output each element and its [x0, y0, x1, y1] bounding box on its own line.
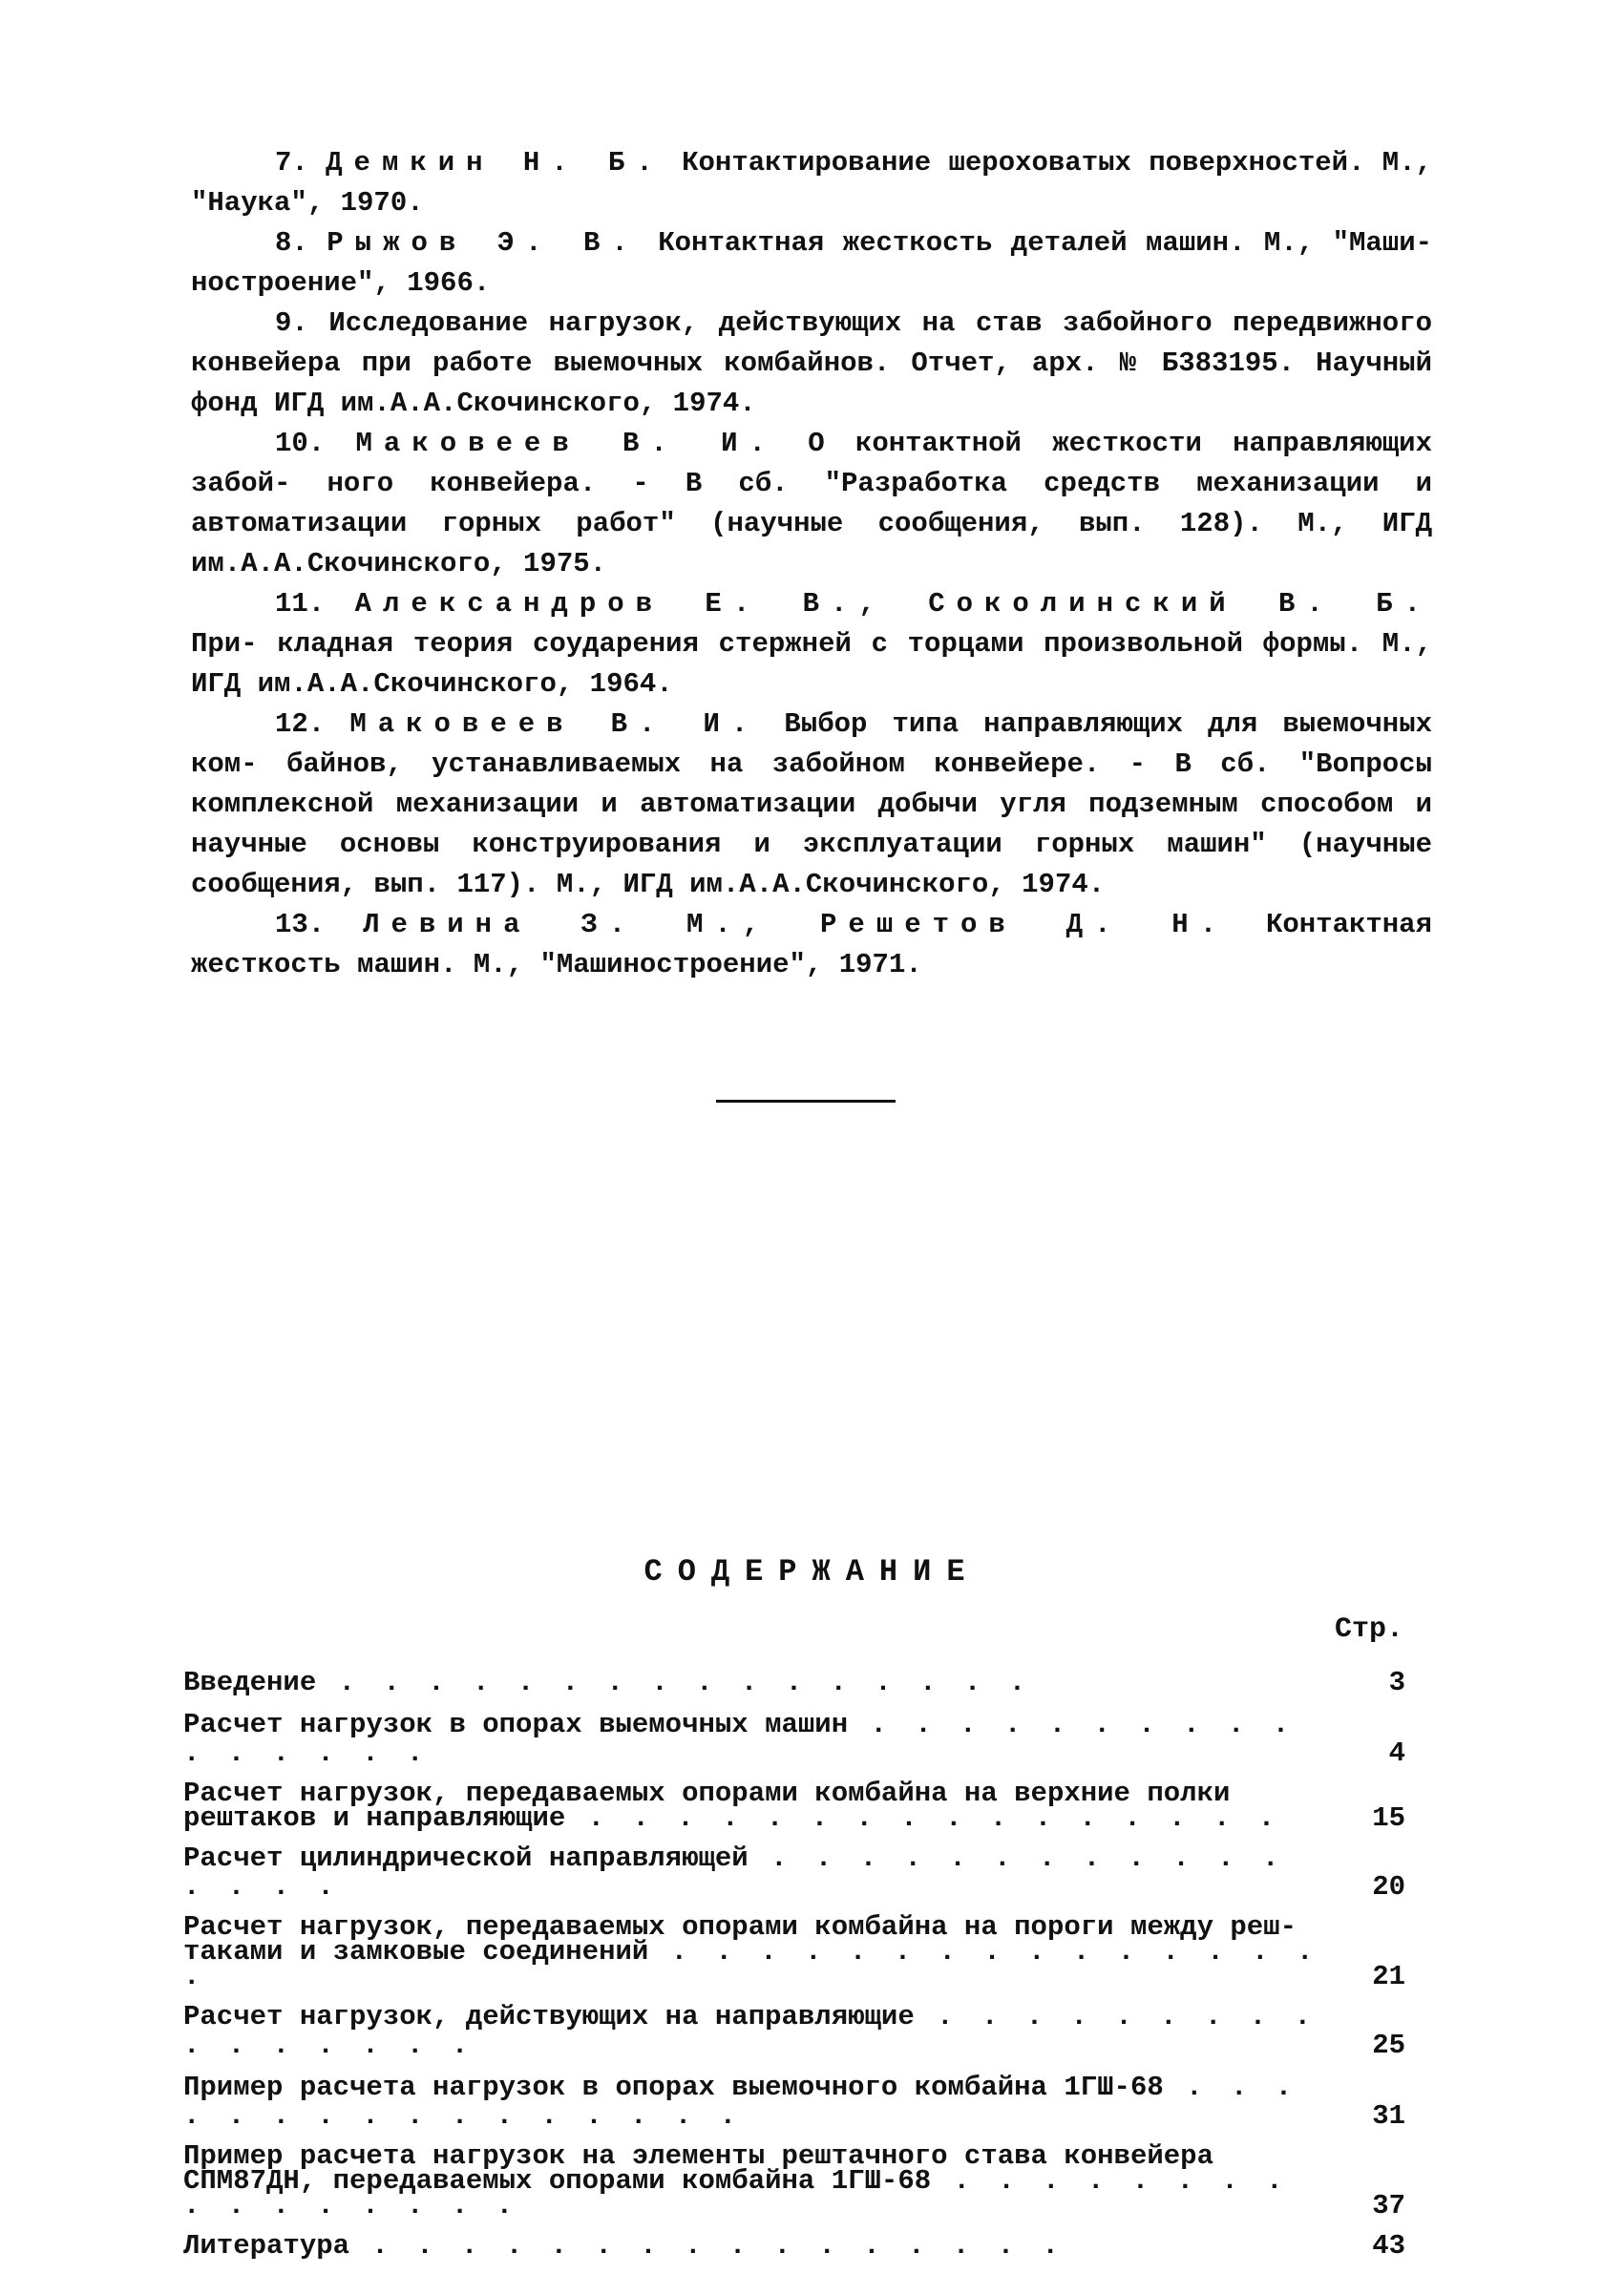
reference-author: Левина З. М., Решетов Д. Н. [363, 909, 1229, 940]
reference-author: Рыжов Э. В. [327, 227, 640, 259]
reference-number: 10. [275, 428, 326, 459]
dot-leader: . . . . . . . . . . . . . . . . [183, 2072, 1320, 2132]
reference-author: Маковеев В. И. [349, 708, 760, 740]
reference-item [191, 905, 1432, 985]
toc-item [183, 1669, 1405, 1697]
toc-item-text: Пример расчета нагрузок на элементы рештачного става конвейера СПМ87ДН, передаваемых опорами комбайна 1ГШ-68 . . . . . . . . . . . . . . . . [183, 2140, 1311, 2221]
reference-text-first: Исследование нагрузок, действующих на став забойного передвижного [328, 307, 1433, 339]
reference-text-rest: конвейера при работе выемочных комбайнов. Отчет, арх. № Б383195. Научный фонд ИГД им.А.А.Скочинского, 1974. [191, 347, 1432, 419]
reference-item [191, 143, 1432, 223]
toc-item-page: 25 [1372, 2030, 1405, 2061]
toc-item-page: 20 [1372, 1871, 1405, 1903]
dot-leader: . . . . . . . . . . . . . . . . [183, 2001, 1339, 2061]
dot-leader: . . . . . . . . . . . . . . . . [183, 1709, 1318, 1769]
reference-item [191, 223, 1432, 304]
toc-item-text: Введение . . . . . . . . . . . . . . . . [183, 1667, 1032, 1698]
reference-author: Демкин Н. Б. [326, 147, 664, 179]
reference-number: 12. [275, 708, 326, 740]
toc-item-page: 3 [1388, 1667, 1405, 1698]
reference-number: 9. [275, 307, 308, 339]
reference-author: Маковеев В. И. [355, 428, 777, 459]
dot-leader: . . . . . . . . . . . . . . . . [183, 1936, 1341, 1992]
toc-item-page: 15 [1372, 1802, 1405, 1834]
reference-number: 13. [275, 909, 326, 940]
toc-item [183, 1711, 1405, 1768]
reference-author: Александров Е. В., Соколинский В. Б. [354, 588, 1432, 620]
reference-text-first: О контактной жесткости направляющих забой- [191, 428, 1432, 499]
reference-item [191, 705, 1432, 905]
reference-number: 7. [275, 147, 308, 179]
toc-item [183, 2232, 1405, 2261]
toc-item-page: 31 [1372, 2100, 1405, 2132]
toc-item-page: 4 [1388, 1737, 1405, 1769]
reference-text-first: Контактная жесткость деталей машин. М., "Маши- [639, 227, 1433, 259]
section-divider [716, 1100, 896, 1103]
toc-item-text: Расчет нагрузок, передаваемых опорами комбайна на верхние полки рештаков и направляющие . . . . . . . . . . . . . . . . [183, 1778, 1281, 1834]
table-of-contents [183, 1669, 1405, 2274]
dot-leader: . . . . . . . . . . . . . . . . [183, 2165, 1311, 2221]
toc-item-text: Расчет цилиндрической направляющей . . . . . . . . . . . . . . . . [183, 1842, 1307, 1903]
reference-number: 8. [275, 227, 308, 259]
reference-item [191, 424, 1432, 584]
reference-text-rest: кладная теория соударения стержней с торцами произвольной формы. М., ИГД им.А.А.Скочинского, 1964. [191, 628, 1432, 700]
toc-item-text: Расчет нагрузок, действующих на направляющие . . . . . . . . . . . . . . . . [183, 2001, 1339, 2061]
toc-item-page: 21 [1372, 1961, 1405, 1992]
reference-text-first: Контактная жесткость [191, 909, 1432, 980]
reference-text-rest: "Наука", 1970. [191, 187, 424, 219]
toc-item-text: Пример расчета нагрузок в опорах выемочного комбайна 1ГШ-68 . . . . . . . . . . . . . . . . [183, 2072, 1320, 2132]
toc-item-text: Литература . . . . . . . . . . . . . . . . [183, 2230, 1065, 2262]
reference-text-rest: ного конвейера. - В сб. "Разработка средств механизации и автоматизации горных работ" (научные сообщения, вып. 128). М., ИГД им.А.А.Скочинского, 1975. [191, 468, 1432, 579]
toc-item [183, 1778, 1405, 1834]
dot-leader: . . . . . . . . . . . . . . . . [349, 2230, 1065, 2262]
toc-page-header: Стр. [1335, 1613, 1404, 1646]
dot-leader: . . . . . . . . . . . . . . . . [183, 1842, 1307, 1903]
toc-item [183, 2140, 1405, 2221]
toc-item [183, 1844, 1405, 1902]
toc-item [183, 2003, 1405, 2060]
reference-item [191, 584, 1432, 705]
dot-leader: . . . . . . . . . . . . . . . . [565, 1802, 1281, 1834]
reference-text-first: Выбор типа направляющих для выемочных ком- [191, 708, 1433, 780]
reference-number: 11. [275, 588, 326, 620]
reference-list [191, 143, 1432, 985]
reference-text-rest: машин. М., "Машиностроение", 1971. [357, 949, 922, 980]
toc-item-text: Расчет нагрузок, передаваемых опорами комбайна на пороги между реш- таками и замковые соединений . . . . . . . . . . . . . . . . [183, 1911, 1341, 1992]
reference-text-rest: ностроение", 1966. [191, 267, 491, 299]
toc-item-text: Расчет нагрузок в опорах выемочных машин . . . . . . . . . . . . . . . . [183, 1709, 1318, 1769]
toc-title: СОДЕРЖАНИЕ [643, 1554, 981, 1590]
reference-text-first: При- [191, 628, 258, 660]
reference-text-first: Контактирование шероховатых поверхностей. М., [664, 147, 1433, 179]
reference-item [191, 304, 1432, 424]
toc-item-page: 43 [1372, 2230, 1405, 2262]
reference-text-rest: байнов, устанавливаемых на забойном конвейере. - В сб. "Вопросы комплексной механизации и автоматизации добычи угля подземным способом и научные основы конструирования и эксплуатации горных машин" (научные сообщения, вып. 117). М., ИГД им.А.А.Скочинского, 1974. [191, 748, 1432, 900]
toc-item [183, 1911, 1405, 1992]
toc-item [183, 2074, 1405, 2131]
dot-leader: . . . . . . . . . . . . . . . . [316, 1667, 1032, 1698]
toc-item-page: 37 [1372, 2190, 1405, 2221]
